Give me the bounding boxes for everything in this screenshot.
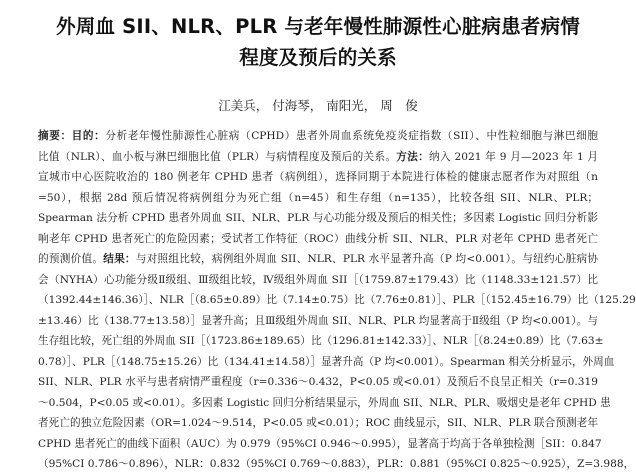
abstract-text: 响老年 CPHD 患者死亡的危险因素；受试者工作特征（ROC）曲线分析 SII、NLR、PLR 对老年 CPHD 患者死亡 bbox=[38, 232, 598, 245]
abstract-line bbox=[38, 311, 598, 332]
abstract-text: 宣城市中心医院收治的 180 例老年 CPHD 患者（病例组），选择同期于本院进行体检的健康志愿者作为对照组（n bbox=[38, 171, 598, 183]
abstract-line bbox=[38, 167, 598, 188]
abstract-text: SII、NLR、PLR 水平与患者病情严重程度（r=0.336～0.432，P<0.05 或<0.01）及预后不良呈正相关（r=0.319 bbox=[38, 376, 598, 388]
abstract-text: 生存组比较，死亡组的外周血 SII［（1723.86±189.65）比（1296.81±142.33）］、NLR［（8.24±0.89）比（7.63± bbox=[38, 335, 604, 347]
abstract-text: 的预测价值。 bbox=[38, 253, 104, 265]
abstract-heading: 结果： bbox=[103, 253, 136, 265]
abstract-line bbox=[38, 331, 604, 352]
abstract-line bbox=[38, 208, 598, 229]
abstract-text: （1392.44±146.36）］、NLR［（8.65±0.89）比（7.14±0.75）比（7.76±0.81）］、PLR［（152.45±16.79）比（125.29 bbox=[38, 294, 636, 306]
abstract-line bbox=[38, 372, 598, 393]
abstract-text: ～0.504，P<0.05 或<0.01）。多因素 Logistic 回归分析结果显示，外周血 SII、NLR、PLR、吸烟史是老年 CPHD 患 bbox=[38, 396, 611, 409]
author-list: 江美兵， 付海琴， 南阳光， 周 俊 bbox=[218, 98, 418, 113]
abstract-text: 比值（NLR）、血小板与淋巴细胞比值（PLR）与病情程度及预后的关系。 bbox=[38, 150, 397, 163]
abstract-text: ±13.46）比（138.77±13.58）］显著升高；且Ⅲ级组外周血 SII、NLR、PLR 均显著高于Ⅱ级组（P 均<0.001）。与 bbox=[38, 314, 598, 327]
paper-title-line-1: 外周血 SII、NLR、PLR 与老年慢性肺源性心脏病患者病情 bbox=[56, 15, 580, 38]
abstract-text: Spearman 法分析 CPHD 患者外周血 SII、NLR、PLR 与心功能分级及预后的相关性；多因素 Logistic 回归分析影 bbox=[38, 212, 598, 224]
abstract-line bbox=[38, 270, 598, 291]
abstract-text: 分析老年慢性肺源性心脏病（CPHD）患者外周血系统免疫炎症指数（SII）、中性粒细胞与淋巴细胞 bbox=[105, 130, 599, 142]
paper-title-line-2: 程度及预后的关系 bbox=[239, 46, 397, 69]
abstract-heading: 方法： bbox=[396, 150, 430, 163]
abstract-line bbox=[38, 126, 598, 147]
abstract-text: =50），根据 28d 预后情况将病例组分为死亡组（n=45）和生存组（n=135），比较各组 SII、NLR、PLR； bbox=[38, 191, 598, 204]
abstract-text: 纳入 2021 年 9 月—2023 年 1 月 bbox=[429, 150, 599, 163]
abstract-line bbox=[38, 434, 602, 455]
abstract-text: （95%CI 0.786～0.896），NLR：0.832（95%CI 0.769～0.883），PLR：0.881（95%CI 0.825～0.925），Z=3.988， bbox=[38, 458, 635, 470]
abstract-line bbox=[38, 147, 598, 168]
abstract-heading: 摘要： bbox=[38, 130, 72, 142]
abstract-line bbox=[38, 290, 636, 311]
abstract-heading: 目的： bbox=[71, 130, 106, 142]
abstract-line bbox=[38, 188, 598, 209]
abstract-text: 与对照组比较，病例组外周血 SII、NLR、PLR 水平显著升高（P 均<0.001）。与纽约心脏病协 bbox=[135, 253, 599, 265]
abstract-line bbox=[38, 229, 598, 250]
abstract bbox=[38, 126, 636, 475]
abstract-line bbox=[38, 393, 611, 414]
abstract-line bbox=[38, 454, 635, 475]
abstract-line bbox=[38, 413, 598, 434]
abstract-text: 会（NYHA）心功能分级Ⅱ级组、Ⅲ级组比较，Ⅳ级组外周血 SII［（1759.87±179.43）比（1148.33±121.57）比 bbox=[38, 273, 598, 286]
abstract-text: CPHD 患者死亡的曲线下面积（AUC）为 0.979（95%CI 0.946～0.995），显著高于均高于各单独检测［SII：0.847 bbox=[38, 437, 602, 450]
abstract-text: 0.78）］、PLR［（148.75±15.26）比（134.41±14.58）］显著升高（P 均<0.001）。Spearman 相关分析显示，外周血 bbox=[38, 355, 615, 368]
abstract-line bbox=[38, 249, 598, 270]
abstract-line bbox=[38, 352, 615, 373]
abstract-text: 者死亡的独立危险因素（OR=1.024～9.514，P<0.05 或<0.01）；ROC 曲线显示，SII、NLR、PLR 联合预测老年 bbox=[38, 417, 598, 429]
